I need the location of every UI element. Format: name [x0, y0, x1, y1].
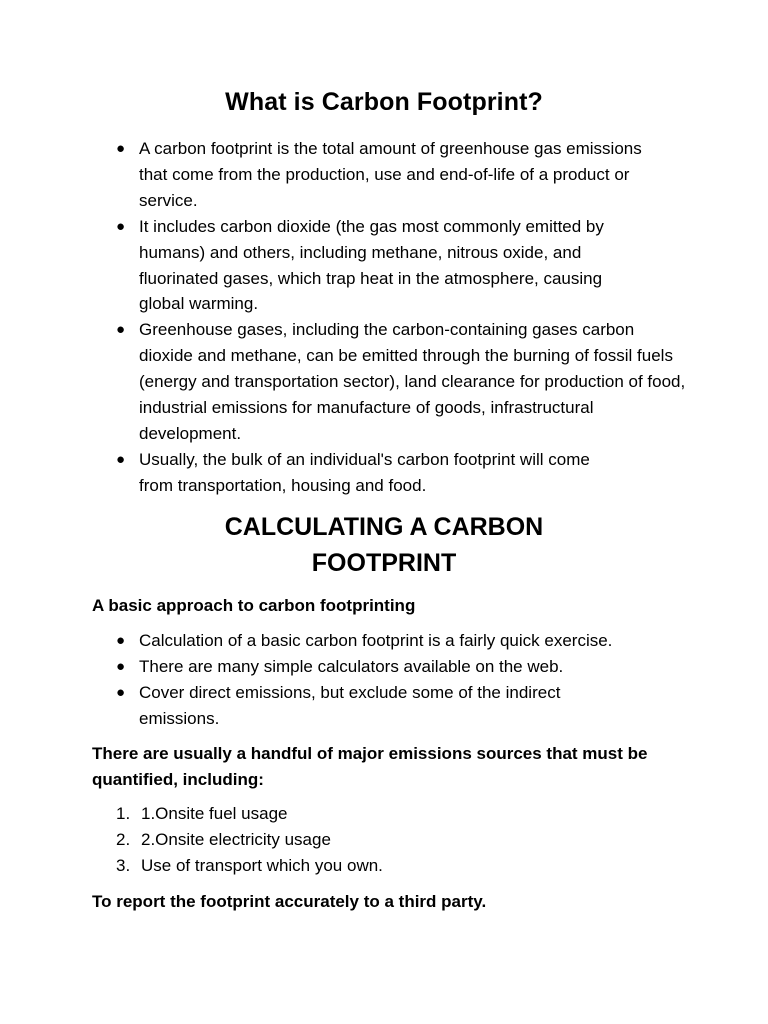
- list-item-text: Cover direct emissions, but exclude some of the indirect emissions.: [139, 682, 561, 728]
- list-item: [114, 317, 687, 447]
- bullet-icon: ●: [116, 450, 126, 468]
- list-item: [114, 654, 699, 680]
- basic-approach-heading: A basic approach to carbon footprinting: [92, 596, 416, 615]
- list-number: 1.: [116, 804, 131, 823]
- list-item-text: Use of transport which you own.: [141, 855, 383, 875]
- list-item: [114, 680, 569, 732]
- section-title-text: CALCULATING A CARBON FOOTPRINT: [224, 513, 544, 577]
- list-item: [116, 801, 676, 827]
- intro-bullet-list: [114, 136, 686, 499]
- emission-sources-heading: There are usually a handful of major emissions sources that must be quantified, including:: [92, 744, 648, 789]
- list-item-text: 2.Onsite electricity usage: [141, 829, 331, 849]
- bullet-icon: ●: [116, 321, 126, 339]
- list-item: [114, 447, 609, 499]
- bullet-icon: ●: [116, 657, 126, 675]
- section-title: [0, 509, 768, 581]
- list-item-text: A carbon footprint is the total amount of greenhouse gas emissions that come from the production, use and end-of-life of a product or service.: [139, 139, 642, 210]
- list-item: [114, 136, 659, 214]
- list-item: [116, 853, 676, 879]
- list-item-text: There are many simple calculators available on the web.: [139, 656, 564, 676]
- basic-bullet-list: [114, 628, 674, 732]
- list-item: [114, 628, 699, 654]
- list-number: 3.: [116, 855, 131, 875]
- bullet-icon: ●: [116, 140, 126, 157]
- list-item-text: Calculation of a basic carbon footprint is a fairly quick exercise.: [139, 631, 613, 650]
- emission-sources-list: [116, 801, 676, 879]
- bullet-icon: ●: [116, 217, 126, 235]
- bullet-icon: ●: [116, 632, 126, 649]
- list-item-text: It includes carbon dioxide (the gas most commonly emitted by humans) and others, including methane, nitrous oxide, and fluorinated gases, which trap heat in the atmosphere, causing global warming.: [139, 216, 604, 314]
- list-item-text: Usually, the bulk of an individual's carbon footprint will come from transportation, housing and food.: [139, 449, 590, 495]
- list-item-text: Greenhouse gases, including the carbon-containing gases carbon dioxide and methane, can be emitted through the burning of fossil fuels (energy and transportation sector), land clearance for production of food, industrial emissions for manufacture of goods, infrastructural development.: [139, 320, 686, 443]
- page-title: What is Carbon Footprint?: [225, 88, 543, 116]
- list-item-text: 1.Onsite fuel usage: [141, 804, 288, 823]
- list-number: 2.: [116, 829, 131, 849]
- bullet-icon: ●: [116, 683, 126, 701]
- closing-statement: To report the footprint accurately to a third party.: [92, 892, 487, 911]
- list-item: [114, 214, 639, 318]
- list-item: [116, 827, 676, 853]
